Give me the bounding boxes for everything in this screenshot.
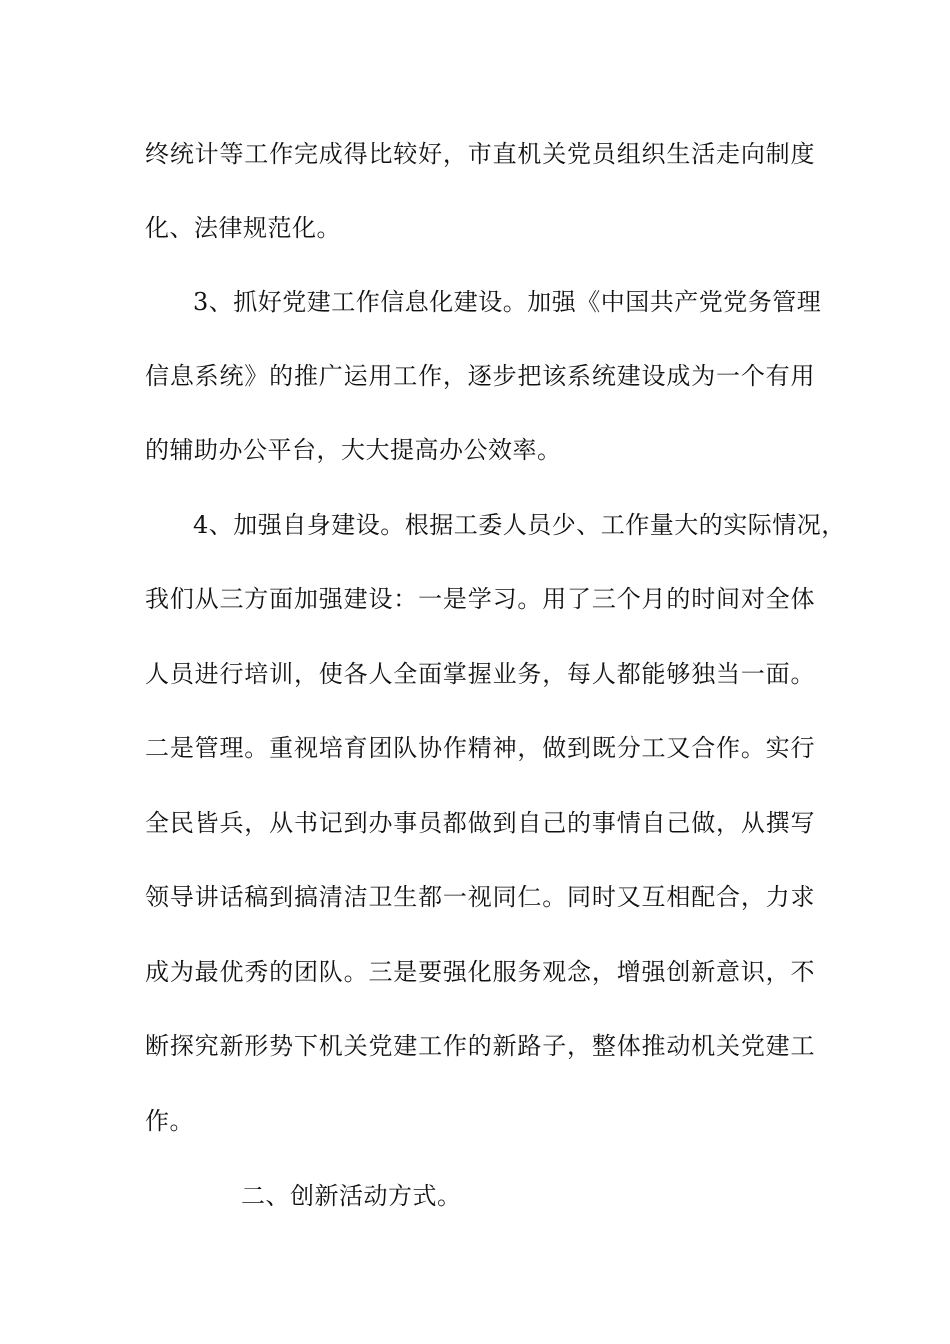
text-line: 作。 xyxy=(145,1107,194,1135)
text-line: 全民皆兵，从书记到办事员都做到自己的事情自己做，从撰写 xyxy=(145,809,815,837)
text-line: 二是管理。重视培育团队协作精神，做到既分工又合作。实行 xyxy=(145,734,815,762)
text-line: 人员进行培训，使各人全面掌握业务，每人都能够独当一面。 xyxy=(145,660,815,688)
text-line: 3、抓好党建工作信息化建设。加强《中国共产党党务管理 xyxy=(193,288,822,316)
text-line: 断探究新形势下机关党建工作的新路子，整体推动机关党建工 xyxy=(145,1032,815,1060)
text-line: 化、法律规范化。 xyxy=(145,214,341,242)
text-line: 终统计等工作完成得比较好，市直机关党员组织生活走向制度 xyxy=(145,140,815,168)
text-line: 4、加强自身建设。根据工委人员少、工作量大的实际情况， xyxy=(193,511,846,539)
text-line: 成为最优秀的团队。三是要强化服务观念，增强创新意识，不 xyxy=(145,958,815,986)
text-line: 我们从三方面加强建设：一是学习。用了三个月的时间对全体 xyxy=(145,585,815,613)
text-line: 信息系统》的推广运用工作，逐步把该系统建设成为一个有用 xyxy=(145,362,815,390)
text-line: 领导讲话稿到搞清洁卫生都一视同仁。同时又互相配合，力求 xyxy=(145,883,815,911)
text-line: 的辅助办公平台，大大提高办公效率。 xyxy=(145,436,562,464)
section-heading: 二、创新活动方式。 xyxy=(241,1182,462,1210)
